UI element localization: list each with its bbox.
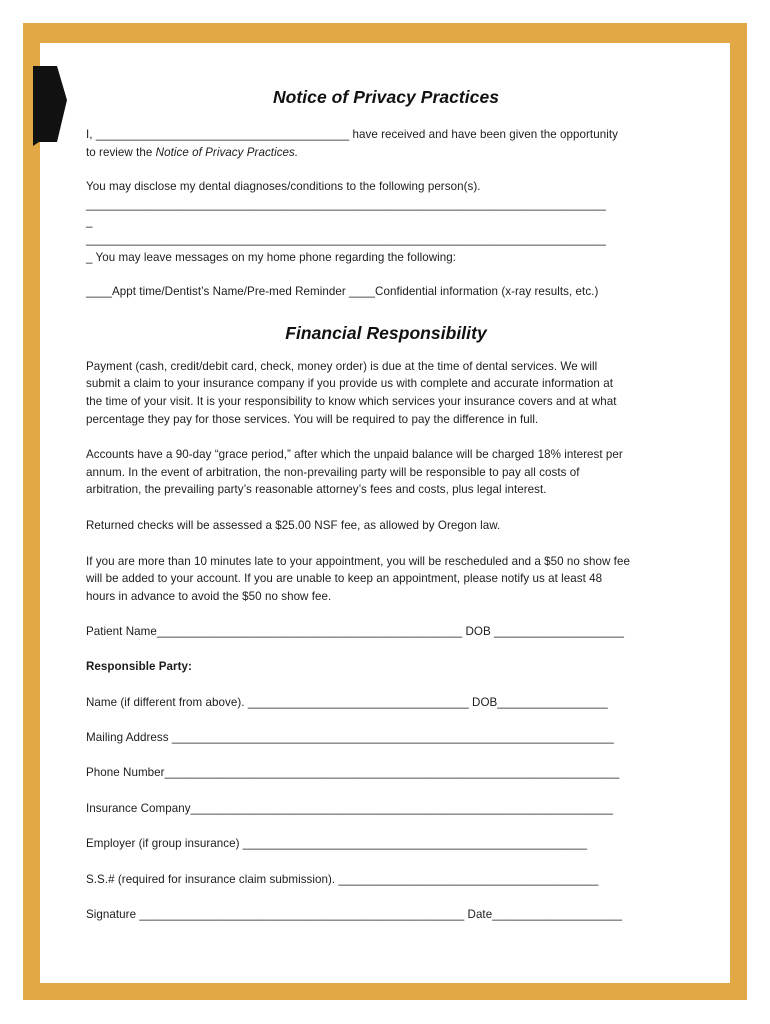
privacy-ack-line-2 — [86, 144, 686, 162]
rp-name-field[interactable]: Name (if different from above). __________________________________ DOB_________________ — [86, 695, 608, 709]
document-content — [86, 84, 686, 924]
insurance-company-field[interactable]: Insurance Company_________________________________________________________________ — [86, 801, 613, 815]
accounts-line: arbitration, the prevailing party’s reasonable attorney’s fees and costs, plus legal interest. — [86, 483, 547, 497]
disclose-intro: You may disclose my dental diagnoses/conditions to the following person(s). — [86, 180, 481, 194]
ssn-field[interactable]: S.S.# (required for insurance claim submission). ________________________________________ — [86, 872, 599, 886]
payment-line: percentage they pay for those services. You will be required to pay the difference in full. — [86, 412, 539, 426]
notice-of-privacy-italic: Notice of Privacy Practices. — [155, 145, 299, 159]
disclose-blank-1[interactable]: ________________________________________________________________________________ — [86, 197, 606, 211]
returned-checks-paragraph: Returned checks will be assessed a $25.00 NSF fee, as allowed by Oregon law. — [86, 518, 501, 532]
disclose-blank-2[interactable]: ________________________________________________________________________________ — [86, 232, 606, 246]
privacy-title: Notice of Privacy Practices — [272, 87, 500, 107]
accounts-line: Accounts have a 90-day “grace period,” after which the unpaid balance will be charged 18% interest per — [86, 448, 623, 462]
patient-name-field[interactable]: Patient Name_______________________________________________ DOB ____________________ — [86, 625, 625, 639]
privacy-ack-line[interactable]: I, _______________________________________ have received and have been given the opportunity — [86, 128, 618, 141]
payment-line: submit a claim to your insurance company if you provide us with complete and accurate information at — [86, 377, 613, 391]
disclose-blank-1-overflow: _ — [86, 215, 93, 229]
message-options[interactable]: ____Appt time/Dentist’s Name/Pre-med Reminder ____Confidential information (x-ray results, etc.) — [86, 285, 599, 299]
no-show-paragraph — [86, 553, 686, 606]
no-show-line: will be added to your account. If you are unable to keep an appointment, please notify us at least 48 — [86, 572, 603, 586]
employer-field[interactable]: Employer (if group insurance) _____________________________________________________ — [86, 837, 588, 851]
payment-line: Payment (cash, credit/debit card, check, money order) is due at the time of dental services. We will — [86, 359, 598, 373]
messages-line: _ You may leave messages on my home phone regarding the following: — [86, 250, 457, 264]
payment-paragraph — [86, 358, 686, 428]
bookmark-tab-icon — [33, 66, 67, 146]
financial-title: Financial Responsibility — [285, 322, 487, 343]
ack-line2-text: to review the — [86, 145, 156, 159]
responsible-party-heading: Responsible Party: — [86, 660, 192, 674]
phone-number-field[interactable]: Phone Number______________________________________________________________________ — [86, 766, 620, 780]
accounts-line: annum. In the event of arbitration, the non-prevailing party will be responsible to pay all costs of — [86, 465, 580, 479]
no-show-line: If you are more than 10 minutes late to your appointment, you will be rescheduled and a $50 no show fee — [86, 554, 630, 568]
no-show-line: hours in advance to avoid the $50 no show fee. — [86, 589, 332, 603]
signature-field[interactable]: Signature __________________________________________________ Date____________________ — [86, 908, 623, 921]
payment-line: the time of your visit. It is your responsibility to know which services your insurance covers and at what — [86, 394, 617, 408]
mailing-address-field[interactable]: Mailing Address ____________________________________________________________________ — [86, 731, 614, 745]
accounts-paragraph — [86, 446, 686, 499]
